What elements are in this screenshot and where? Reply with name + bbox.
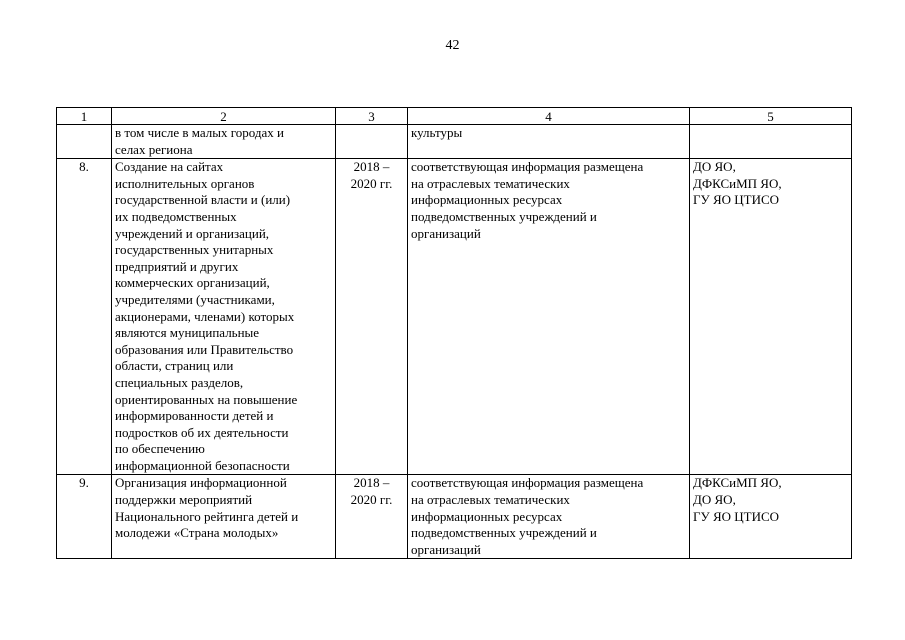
column-header: 4 (408, 108, 690, 125)
table-row (57, 475, 852, 559)
measure-responsible: ДФКСиМП ЯО, ДО ЯО, ГУ ЯО ЦТИСО (690, 475, 852, 559)
page-number: 42 (445, 38, 460, 53)
column-header: 5 (690, 108, 852, 125)
column-header: 3 (336, 108, 408, 125)
measure-description: Организация информационной поддержки мероприятий Национального рейтинга детей и молодежи «Страна молодых» (112, 475, 336, 559)
measure-description: в том числе в малых городах и селах региона (112, 125, 336, 159)
table-row-continuation (57, 125, 852, 159)
measure-responsible (690, 125, 852, 159)
measures-table (56, 107, 852, 559)
row-number (57, 125, 112, 159)
measure-result: культуры (408, 125, 690, 159)
row-number: 8. (57, 159, 112, 475)
column-header: 2 (112, 108, 336, 125)
column-header: 1 (57, 108, 112, 125)
measure-period (336, 125, 408, 159)
measure-responsible: ДО ЯО, ДФКСиМП ЯО, ГУ ЯО ЦТИСО (690, 159, 852, 475)
measure-result: соответствующая информация размещена на отраслевых тематических информационных ресурсах подведомственных учреждений и организаций (408, 159, 690, 475)
table-row (57, 159, 852, 475)
measure-period: 2018 – 2020 гг. (336, 159, 408, 475)
table-header-row (57, 108, 852, 125)
measure-description: Создание на сайтах исполнительных органов государственной власти и (или) их подведомственных учреждений и организаций, государственных унитарных предприятий и других коммерческих организаций, учредителями (участниками, акционерами, членами) которых являются муниципальные образования или Правительство области, страниц или специальных разделов, ориентированных на повышение информированности детей и подростков об их деятельности по обеспечению информационной безопасности (112, 159, 336, 475)
measure-period: 2018 – 2020 гг. (336, 475, 408, 559)
row-number: 9. (57, 475, 112, 559)
measure-result: соответствующая информация размещена на отраслевых тематических информационных ресурсах подведомственных учреждений и организаций (408, 475, 690, 559)
